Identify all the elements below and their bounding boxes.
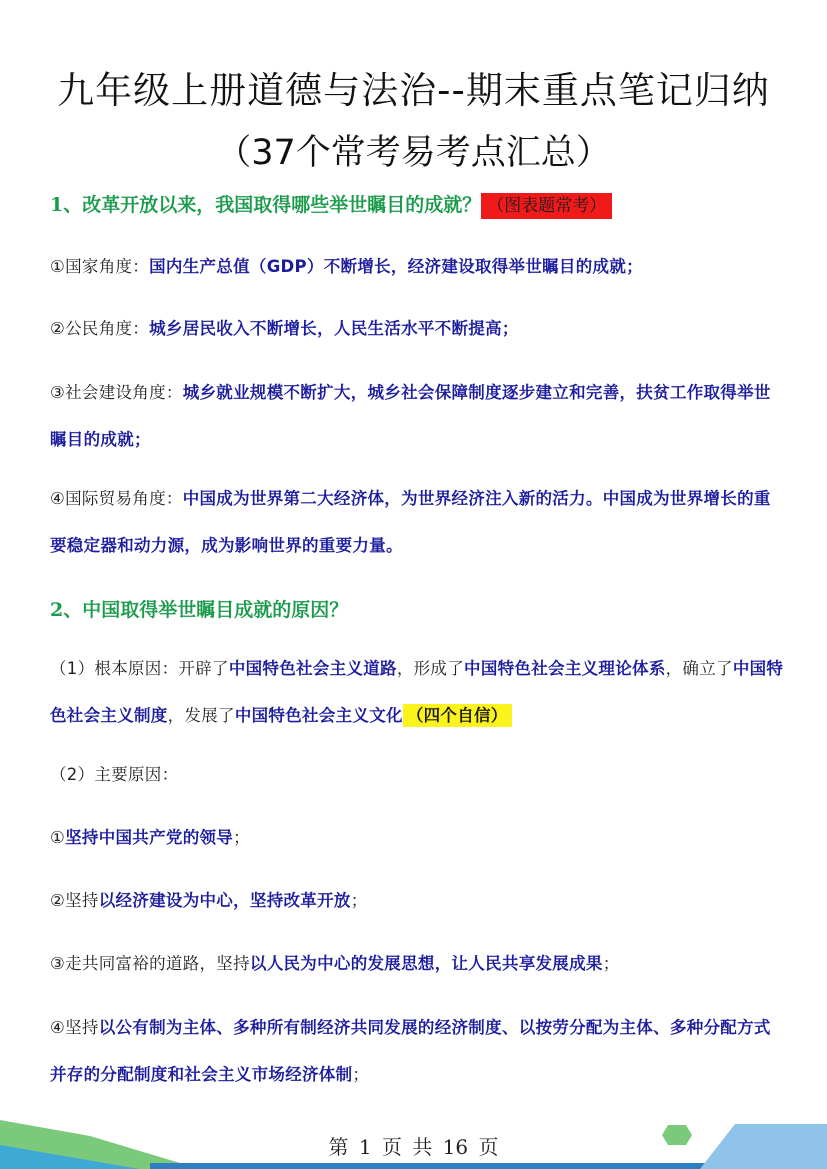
q2-main-cause-1 <box>50 814 785 861</box>
item-label: ③社会建设角度： <box>50 383 183 402</box>
root-bold: 中国特色社会主义道路 <box>228 659 397 678</box>
item-answer: 中国成为世界第二大经济体，为世界经济注入新的活力。中国成为世界增长的重要稳定器和动力源，成为影响世界的重要力量。 <box>50 489 771 555</box>
question-2-heading <box>50 595 348 622</box>
cause-bold: 以经济建设为中心，坚持改革开放 <box>98 891 351 910</box>
root-bold: 中国特色社会主义制度 <box>50 659 784 725</box>
question-1-heading <box>50 190 612 217</box>
root-text: ，发展了 <box>167 706 235 725</box>
q2-main-cause-2 <box>50 877 785 924</box>
exam-tag-red: （图表题常考） <box>481 193 612 219</box>
item-answer: 城乡居民收入不断增长，人民生活水平不断提高； <box>149 319 519 338</box>
root-text: （1）根本原因：开辟了 <box>50 659 229 678</box>
item-label: ②公民角度： <box>50 319 150 338</box>
question-1-text: 1、改革开放以来，我国取得哪些举世瞩目的成就？ <box>50 194 482 216</box>
cause-text: ； <box>350 891 368 910</box>
cause-text: ； <box>602 954 620 973</box>
document-title: 九年级上册道德与法治--期末重点笔记归纳 <box>57 69 770 112</box>
cause-text: ； <box>352 1065 370 1084</box>
root-text: ，确立了 <box>665 659 733 678</box>
cause-bold: 坚持中国共产党的领导 <box>65 828 234 847</box>
q2-main-causes-label: （2）主要原因： <box>50 765 179 784</box>
item-label: ①国家角度： <box>50 257 150 276</box>
root-bold: 中国特色社会主义文化 <box>234 706 403 725</box>
page-number: 第 1 页 共 16 页 <box>328 1135 499 1159</box>
cause-text: ① <box>50 828 66 847</box>
q1-item-4 <box>50 475 785 569</box>
cause-text: ②坚持 <box>50 891 99 910</box>
root-bold: 中国特色社会主义理论体系 <box>464 659 666 678</box>
cause-text: ③走共同富裕的道路，坚持 <box>50 954 250 973</box>
q2-root-cause <box>50 645 785 739</box>
q2-main-cause-3 <box>50 940 785 987</box>
q1-item-1 <box>50 243 785 290</box>
q1-item-2 <box>50 305 785 352</box>
item-answer: 城乡就业规模不断扩大，城乡社会保障制度逐步建立和完善，扶贫工作取得举世瞩目的成就； <box>50 383 771 449</box>
cause-text: ； <box>233 828 250 847</box>
cause-text: ④坚持 <box>50 1018 99 1037</box>
document-subtitle: （37个常考易考点汇总） <box>216 133 611 173</box>
item-label: ④国际贸易角度： <box>50 489 183 508</box>
item-answer: 国内生产总值（GDP）不断增长，经济建设取得举世瞩目的成就； <box>149 257 643 276</box>
four-confidences-tag: （四个自信） <box>403 704 512 727</box>
root-text: ，形成了 <box>396 659 465 678</box>
cause-bold: 以公有制为主体、多种所有制经济共同发展的经济制度、以按劳分配为主体、多种分配方式并存的分配制度和社会主义市场经济体制 <box>50 1018 771 1084</box>
q2-main-cause-4 <box>50 1004 785 1098</box>
q1-item-3 <box>50 369 785 463</box>
cause-bold: 以人民为中心的发展思想，让人民共享发展成果 <box>249 954 603 973</box>
question-2-text: 2、中国取得举世瞩目成就的原因？ <box>50 599 349 621</box>
